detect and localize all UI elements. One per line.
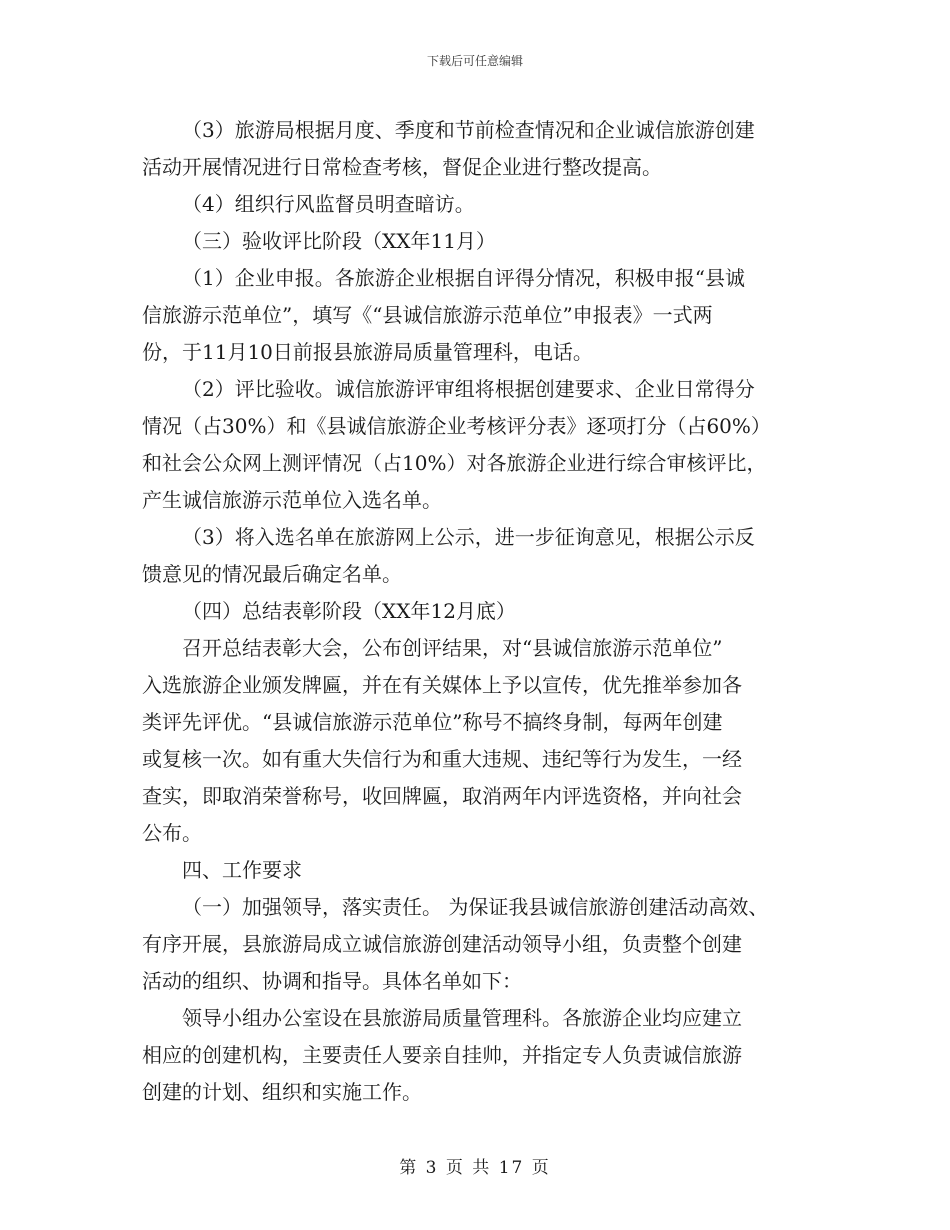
text-line: 活动开展情况进行日常检查考核，督促企业进行整改提高。 (142, 155, 662, 179)
text-line: 类评先评优。“县诚信旅游示范单位”称号不搞终身制，每两年创建 (142, 710, 723, 734)
text-line: （1）企业申报。各旅游企业根据自评得分情况，积极申报“县诚 (182, 266, 745, 290)
text-line: （三）验收评比阶段（XX年11月） (182, 229, 496, 253)
text-line: 召开总结表彰大会，公布创评结果，对“县诚信旅游示范单位” (182, 636, 723, 660)
text-line: 情况（占30%）和《县诚信旅游企业考核评分表》逐项打分（占60%） (142, 414, 771, 438)
page-header: 下载后可任意编辑 (426, 54, 523, 68)
text-line: 公布。 (142, 821, 202, 845)
text-line: （3）旅游局根据月度、季度和节前检查情况和企业诚信旅游创建 (182, 118, 755, 142)
text-line: 馈意见的情况最后确定名单。 (142, 562, 402, 586)
text-line: （四）总结表彰阶段（XX年12月底） (182, 599, 516, 623)
text-line: （4）组织行风监督员明查暗访。 (182, 192, 475, 216)
text-line: 信旅游示范单位”，填写《“县诚信旅游示范单位”申报表》一式两 (142, 303, 713, 327)
document-body (142, 112, 822, 1111)
text-line: 四、工作要求 (182, 858, 302, 882)
text-line: 和社会公众网上测评情况（占10%）对各旅游企业进行综合审核评比， (142, 451, 767, 475)
text-line: 领导小组办公室设在县旅游局质量管理科。各旅游企业均应建立 (182, 1006, 742, 1030)
text-line: （2）评比验收。诚信旅游评审组将根据创建要求、企业日常得分 (182, 377, 755, 401)
text-line: 活动的组织、协调和指导。具体名单如下： (142, 969, 522, 993)
text-line: 份，于11月10日前报县旅游局质量管理科，电话。 (142, 340, 593, 364)
text-line: 产生诚信旅游示范单位入选名单。 (142, 488, 442, 512)
text-line: （一）加强领导，落实责任。 为保证我县诚信旅游创建活动高效、 (182, 895, 769, 919)
text-line: 相应的创建机构，主要责任人要亲自挂帅，并指定专人负责诚信旅游 (142, 1043, 742, 1067)
text-line: 有序开展，县旅游局成立诚信旅游创建活动领导小组，负责整个创建 (142, 932, 742, 956)
text-line: 查实，即取消荣誉称号，收回牌匾，取消两年内评选资格，并向社会 (142, 784, 742, 808)
text-line: 入选旅游企业颁发牌匾，并在有关媒体上予以宣传，优先推举参加各 (142, 673, 742, 697)
page-footer: 第 3 页 共 17 页 (399, 1158, 551, 1178)
text-line: 创建的计划、组织和实施工作。 (142, 1080, 422, 1104)
text-line: 或复核一次。如有重大失信行为和重大违规、违纪等行为发生，一经 (142, 747, 742, 771)
text-line: （3）将入选名单在旅游网上公示，进一步征询意见，根据公示反 (182, 525, 755, 549)
